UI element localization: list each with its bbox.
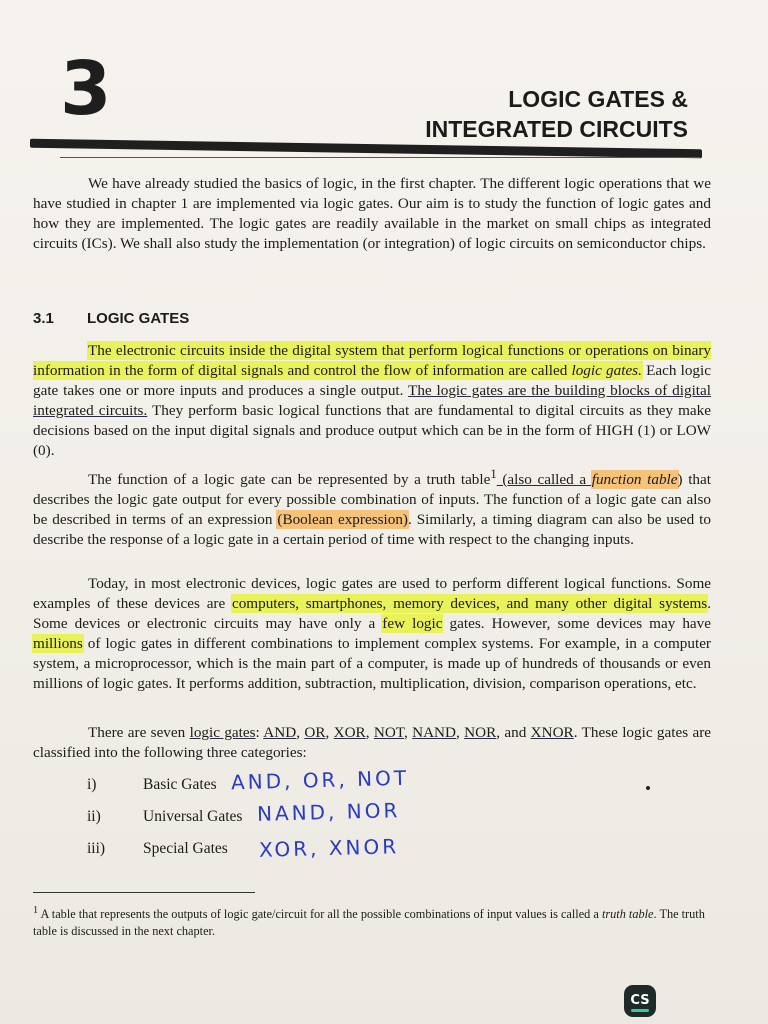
para1-text-1: Each logic gate takes one or more inputs and produces a single output. [33,362,711,399]
handwritten-annotation: AND, OR, NOT [230,765,410,795]
footnote-text-1: A table that represents the outputs of logic gate/circuit for all the possible combinations of input values is called a [38,907,602,922]
highlight-millions: millions [33,635,83,652]
para3-text-2: . Some devices or electronic circuits may have only a [33,595,711,632]
handwritten-annotation: XOR, XNOR [258,834,400,862]
gate-not: NOT [373,724,404,741]
list-item-number: iii) [87,840,106,857]
chapter-title-line1: LOGIC GATES & [508,86,688,112]
gate-nand: NAND [412,724,456,741]
para3-text-1: Today, in most electronic devices, logic gates are used to perform different logical functions. Some examples of these devices are [33,575,711,612]
sep: , [403,724,413,741]
footnote-marker: 1 [33,905,39,916]
list-item-number: ii) [87,808,101,825]
para2-text-1: The function of a logic gate can be represented by a truth table [88,471,491,489]
para1-text-2: They perform basic logical functions that are fundamental to digital circuits as they make decisions based on the input digital signals and produce output which can be in the form of HIGH (1) or LOW (0). [33,402,711,459]
highlight-few-logic: few logic [382,615,443,632]
sep: , [365,724,374,741]
sep: , [296,724,305,741]
list-item-number: i) [87,776,97,793]
footnote [33,902,713,940]
highlight-function-table: function table [591,471,678,489]
list-item [87,834,687,872]
section-number: 3.1 [33,310,54,327]
list-item-label: Universal Gates [143,808,243,825]
footnote-ref: 1 [490,467,497,481]
highlight-term-logic-gates: logic gates. [571,362,642,379]
intro-text: We have already studied the basics of logic, in the first chapter. The different logic operations that we have studied in chapter 1 are implemented via logic gates. Our aim is to study the function of logic gates and how they are implemented. The logic gates are readily available in the market on small chips as integrated circuits (ICs). We shall also study the implementation (or integration) of logic circuits on semiconductor chips. [33,175,711,252]
header-rule-thin [60,157,700,158]
section-title: LOGIC GATES [87,310,190,327]
footnote-term: truth table [601,907,654,922]
para2-underlined: (also called a [496,471,592,489]
list-item-label: Special Gates [143,840,228,857]
chapter-number: 3 [60,46,112,132]
gate-xor: XOR [333,724,366,741]
chapter-title [425,84,688,144]
para2-text-3: . Similarly, a timing diagram can also be used to describe the response of a logic gate in a certain period of time with respect to the changing inputs. [33,511,711,549]
section-heading [33,310,189,327]
para3-text-4: of logic gates in different combinations to implement complex systems. For example, in a computer system, a microprocessor, which is the main part of a computer, is made up of hundreds of thousands or even millions of logic gates. It performs addition, subtraction, multiplication, division, comparison operations, etc. [33,635,711,692]
underline-building-blocks: The logic gates are the building blocks of digital integrated circuits. [33,382,711,419]
paragraph-electronic-devices [33,574,711,694]
sep: , and [496,724,531,741]
chapter-title-line2: INTEGRATED CIRCUITS [425,116,688,142]
paragraph-truth-table [33,464,711,550]
camscanner-logo-icon: CS [624,985,656,1017]
sep: , [455,724,465,741]
para3-text-3: gates. However, some devices may have [442,615,711,632]
footnote-text-2: . The truth table is discussed in the next chapter. [33,907,705,939]
para4-text-3: . These logic gates are classified into the following three categories: [33,724,712,761]
para4-text-1: There are seven [88,724,190,741]
para4-colon: : [255,724,264,741]
gate-nor: NOR [464,724,497,741]
gate-and: AND [263,724,297,741]
gate-categories-list [87,765,687,872]
sep: , [325,724,334,741]
paragraph-logic-gates-definition [33,341,711,461]
intro-paragraph [33,174,711,254]
highlight-definition: The electronic circuits inside the digital system that perform logical functions or operations on binary information in the form of digital signals and control the flow of information are called [33,342,711,379]
stray-ink-dot [646,786,650,790]
gate-or: OR [304,724,326,741]
footnote-divider [33,892,255,893]
underline-logic-gates: logic gates [189,724,256,741]
paragraph-seven-gates [33,723,711,763]
highlight-devices: computers, smartphones, memory devices, and many other digital systems [231,595,708,612]
para2-text-2: ) that describes the logic gate output for every possible combination of inputs. The function of a logic gate can also be described in terms of an expression [33,471,711,529]
gate-xnor: XNOR [530,724,574,741]
handwritten-annotation: NAND, NOR [256,798,401,826]
list-item-label: Basic Gates [143,776,217,793]
highlight-boolean-expression: (Boolean expression) [277,511,408,529]
